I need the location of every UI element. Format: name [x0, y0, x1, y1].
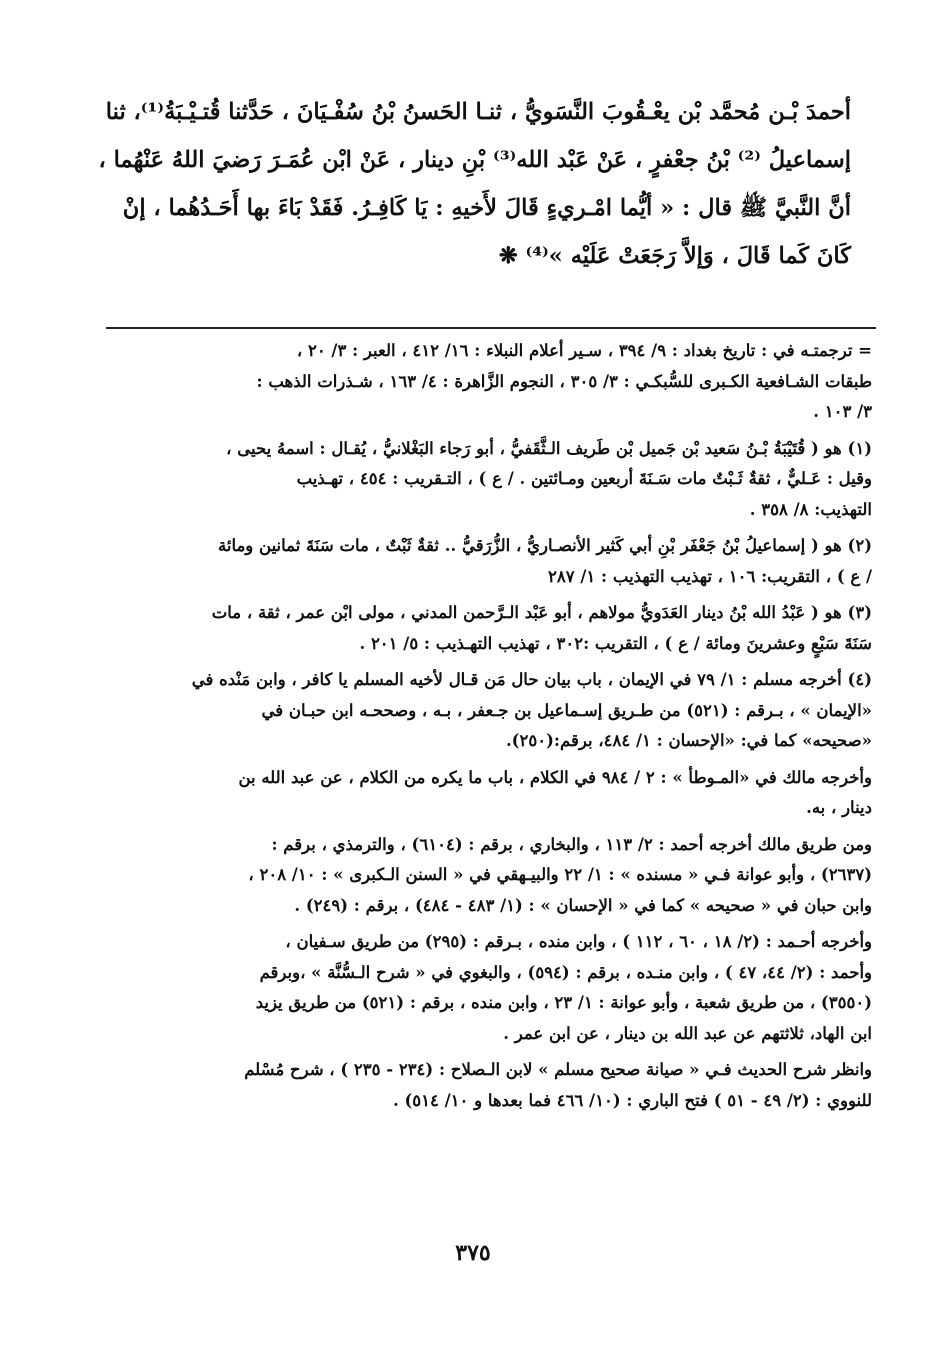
footnote-line: (٢) هو ( إسماعيلُ بْنُ جَعْفَر بْنِ أبي كَثير الأنصـاريُّ ، الزُّرَقيُّ .. ثقةٌ ثَبْتٌ ، مات سَنَةَ ثمانين ومائة: [218, 536, 872, 555]
footnote-line: وأحمد : (٢/ ٤٤، ٤٧ ) ، وابن منـده ، برقم : (٥٩٤) ، والبغوي في « شرح الـسُّنَّة » ،وبرقم: [259, 962, 872, 982]
footnote-line: (٤) أخرجه مسلم : ١/ ٧٩ في الإيمان ، باب بيان حال مَن قـال لأخيه المسلم يا كافر ، وابن مَنْده في: [191, 670, 872, 689]
footnote-2: [100, 531, 872, 592]
footnotes: [100, 336, 872, 1122]
footnote-4-malik: [100, 763, 872, 824]
footnote-line: / ع ) ، التقريب: ١٠٦ ، تهذيب التهذيب : ١/ ٢٨٧: [548, 566, 872, 586]
footnote-separator: [106, 327, 876, 329]
footnote-line: وانظر شرح الحديث فـي « صيانة صحيح مسلم » لابن الـصلاح : (٢٣٤ - ٢٣٥ ) ، شرح مُسْلم: [244, 1060, 872, 1079]
footnote-line: دينار ، به.: [806, 798, 872, 817]
footnote-line: (١) هو ( قُتَيْبَةُ بْـنُ سَعيد بْن جَميل بْن طَريف الـثَّقَفيُّ ، أبو رَجاء البَغْلانيُّ ، يُقـال : اسمهُ يحيى ،: [226, 438, 872, 458]
page-number: ٣٧٥: [455, 1240, 491, 1266]
footnote-line: (٣) هو ( عَبْدُ الله بْنُ دينار العَدَويُّ مولاهم ، أبو عَبْد الـرَّحمن المدني ، مولى ابْن عمر ، ثقة ، مات: [211, 603, 872, 622]
footnote-line: وقيل : عَـليٌّ ، ثقةٌ ثَـبْتٌ مات سَـنَةَ أربعين ومـائتين . / ع ) ، التـقريب : ٤٥٤ ، تهـذيب: [296, 469, 872, 488]
footnote-line: «صحيحه» كما في: «الإحسان : ١/ ٤٨٤، برقم:(٢٥٠).: [505, 731, 872, 750]
hadith-line: أنَّ النَّبيَّ ﷺ قال : « أيُّما امْـريءٍ قَالَ لأَخيهِ : يَا كَافِـرُ. فَقَدْ بَاءَ بها أَحَـدُهُما ، إنْ: [122, 195, 851, 221]
footnote-line: طبقات الشـافعية الكـبرى للسُّبكـي : ٣/ ٣٠٥ ، النجوم الزَّاهرة : ٤/ ١٦٣ ، شـذرات الذهب :: [256, 371, 872, 391]
footnote-line: «الإيمان » ، بـرقم : (٥٢١) من طـريق إسـماعيل بن جـعفر ، بـه ، وصححـه ابن حبـان في: [261, 700, 872, 720]
footnote-3: [100, 598, 872, 659]
footnote-line: سَنَةَ سَبْعٍ وعشرينَ ومائة / ع ) ، التقريب :٣٠٢ ، تهذيب التهـذيب : ٥/ ٢٠١ .: [359, 633, 872, 653]
footnote-line: (٣٥٥٠) ، من طريق شعبة ، وأبو عوانة : ١/ ٢٣ ، وابن منده ، برقم : (٥٢١) من طريق يزيد: [255, 993, 872, 1012]
hadith-line: أحمدَ بْـن مُحمَّد بْن يعْـقُوبَ النَّسَويُّ ، ثنـا الحَسنُ بْنُ سُفْـيَانَ ، حَدَّثنا قُتـيْـبَةُ⁽¹⁾، ثنا: [105, 99, 851, 125]
footnote-line: ابن الهاد، ثلاثتهم عن عبد الله بن دينار ، عن ابن عمر .: [503, 1023, 872, 1043]
footnote-4: [100, 665, 872, 757]
footnote-continuation: [100, 336, 872, 428]
footnote-line: للنووي : (٢/ ٤٩ - ٥١ ) فتح الباري : (١٠/ ٤٦٦ فما بعدها و ١٠/ ٥١٤) .: [392, 1090, 872, 1110]
footnote-line: وأخرجه مالك في «المـوطأ » : ٢ / ٩٨٤ في الكلام ، باب ما يكره من الكلام ، عن عبد الله بن: [238, 767, 872, 787]
footnote-line: وابن حبان في « صحيحه » كما في « الإحسان » : (١/ ٤٨٣ - ٤٨٤) ، برقم : (٢٤٩) .: [294, 895, 872, 915]
hadith-line: إسماعيلُ ⁽²⁾ بْنُ جعْفرٍ ، عَنْ عَبْد الله⁽³⁾ بْنِ دينار ، عَنْ ابْن عُمَـرَ رَضيَ اللهُ عَنْهُما ،: [98, 147, 851, 173]
footnote-4-malik-route: [100, 830, 872, 922]
footnote-line: التهذيب: ٨/ ٣٥٨ .: [749, 499, 872, 519]
footnote-line: ومن طريق مالك أخرجه أحمد : ٢/ ١١٣ ، والبخاري ، برقم : (٦١٠٤) ، والترمذي ، برقم :: [271, 834, 872, 854]
footnote-1: [100, 434, 872, 526]
hadith-line: كَانَ كَما قَالَ ، وَإلاَّ رَجَعَتْ عَلَيْه »⁽⁴⁾ ❋: [498, 243, 851, 269]
footnote-4-commentary: [100, 1055, 872, 1116]
footnote-line: = ترجمتـه في : تاريخ بغداد : ٩/ ٣٩٤ ، سـير أعلام النبلاء : ١٦/ ٤١٢ ، العبر : ٣/ ٢٠ ،: [296, 341, 872, 360]
footnote-4-ahmad: [100, 927, 872, 1049]
footnote-line: وأخرجه أحـمد : (٢/ ١٨ ، ٦٠ ، ١١٢ ) ، وابن منده ، بـرقم : (٢٩٥) من طريق سـفيان ،: [285, 932, 872, 951]
footnote-line: (٢٦٣٧) ، وأبو عوانة فـي « مسنده » : ١/ ٢٢ والبيـهقي في « السنن الـكبرى » : ١٠/ ٢٠٨ ،: [248, 865, 872, 884]
hadith-text: [96, 88, 851, 280]
footnote-line: ٣/ ١٠٣ .: [813, 402, 872, 421]
